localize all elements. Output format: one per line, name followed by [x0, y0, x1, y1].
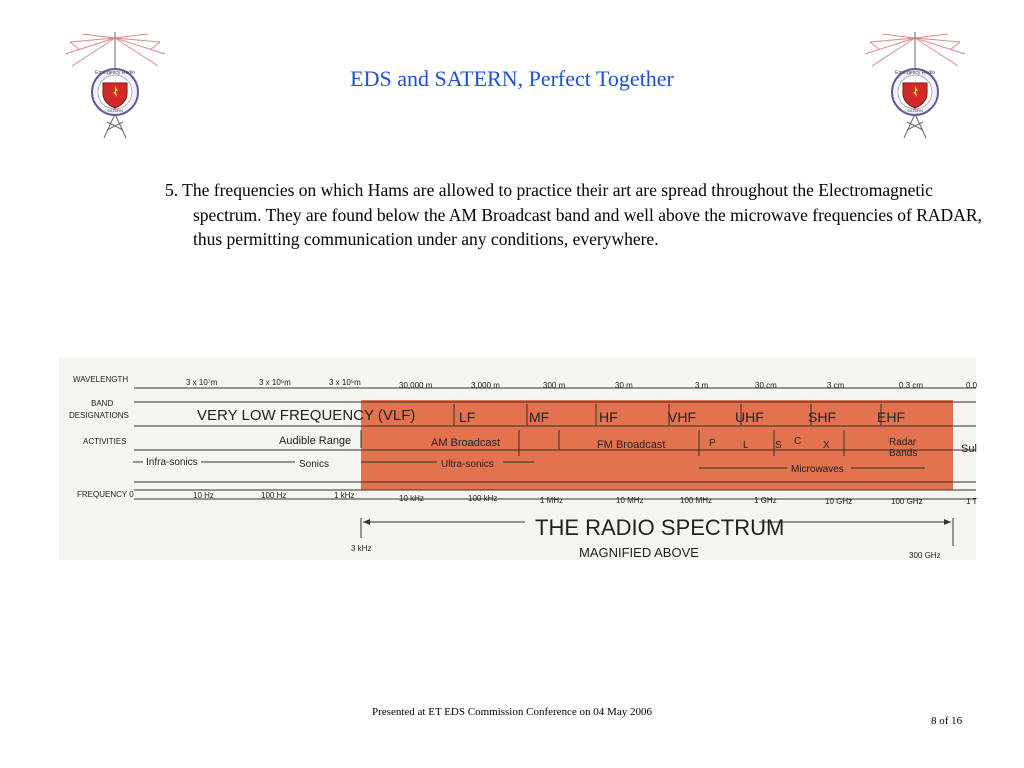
wavelength-5: 300 m	[543, 381, 566, 390]
wavelength-2: 3 x 10⁵m	[329, 378, 361, 387]
page-number: 8 of 16	[931, 715, 963, 727]
wavelength-1: 3 x 10⁶m	[259, 378, 291, 387]
spectrum-end-label: 300 GHz	[909, 551, 941, 560]
band-uhf: UHF	[735, 409, 764, 425]
wavelength-3: 30,000 m	[399, 381, 433, 390]
svg-text:Emergency Radio: Emergency Radio	[895, 70, 935, 76]
svg-text:SATERN: SATERN	[107, 108, 123, 113]
spectrum-subtitle: MAGNIFIED ABOVE	[579, 545, 699, 560]
frequency-5: 1 MHz	[540, 496, 564, 505]
radio-spectrum-diagram	[59, 358, 976, 560]
activity-sub: Sul	[961, 443, 977, 455]
frequency-11: 1 T	[966, 497, 978, 506]
frequency-7: 100 MHz	[680, 496, 713, 505]
label-activities: ACTIVITIES	[83, 437, 127, 446]
wavelength-7: 3 m	[695, 381, 709, 390]
wavelength-8: 30 cm	[755, 381, 777, 390]
wavelength-0: 3 x 10⁷m	[186, 378, 218, 387]
label-frequency: FREQUENCY 0	[77, 490, 134, 499]
frequency-2: 1 kHz	[334, 491, 355, 500]
band-mf: MF	[529, 409, 550, 425]
wavelength-10: 0.3 cm	[899, 381, 924, 390]
spectrum-start-label: 3 kHz	[351, 544, 372, 553]
svg-text:Emergency Radio: Emergency Radio	[95, 70, 135, 76]
svg-text:SATERN: SATERN	[907, 108, 923, 113]
activity-l: L	[743, 440, 749, 451]
label-designations: DESIGNATIONS	[69, 411, 129, 420]
activity-sonics: Sonics	[299, 459, 330, 470]
frequency-3: 10 kHz	[399, 494, 424, 503]
band-vlf: VERY LOW FREQUENCY (VLF)	[197, 407, 416, 424]
activity-c: C	[794, 436, 802, 447]
activity-ultra: Ultra-sonics	[441, 459, 494, 470]
frequency-8: 1 GHz	[754, 496, 777, 505]
slide-footer: Presented at ET EDS Commission Conference on 04 May 2006	[372, 706, 652, 718]
activity-p: P	[709, 438, 716, 449]
wavelength-4: 3,000 m	[471, 381, 500, 390]
frequency-0: 10 Hz	[193, 491, 214, 500]
activity-radar-line2: Bands	[889, 448, 918, 459]
activity-audible: Audible Range	[279, 435, 352, 447]
frequency-10: 100 GHz	[891, 497, 923, 506]
band-hf: HF	[599, 409, 618, 425]
wavelength-6: 30 m	[615, 381, 633, 390]
spectrum-title: THE RADIO SPECTRUM	[535, 515, 785, 540]
label-wavelength: WAVELENGTH	[73, 375, 129, 384]
activity-am: AM Broadcast	[431, 437, 501, 449]
activity-infra: Infra-sonics	[146, 457, 198, 468]
wavelength-9: 3 cm	[827, 381, 845, 390]
wavelength-11: 0.0	[966, 381, 978, 390]
band-lf: LF	[459, 409, 476, 425]
band-ehf: EHF	[877, 409, 905, 425]
band-vhf: VHF	[668, 409, 696, 425]
frequency-9: 10 GHz	[825, 497, 853, 506]
frequency-6: 10 MHz	[616, 496, 644, 505]
frequency-4: 100 kHz	[468, 494, 498, 503]
activity-microwaves: Microwaves	[791, 464, 844, 475]
band-shf: SHF	[808, 409, 836, 425]
frequency-1: 100 Hz	[261, 491, 287, 500]
activity-fm: FM Broadcast	[597, 439, 666, 451]
slide-title: EDS and SATERN, Perfect Together	[350, 66, 674, 91]
activity-s: S	[775, 440, 782, 451]
activity-x: X	[823, 440, 830, 451]
body-paragraph: 5. The frequencies on which Hams are allowed to practice their art are spread throughout the Electromagnetic spectrum. They are found below the AM Broadcast band and well above the microwave frequencies of RADAR, thus permitting communication under any conditions, everywhere.	[165, 180, 982, 249]
activity-radar-line1: Radar	[889, 437, 917, 448]
label-band: BAND	[91, 399, 114, 408]
